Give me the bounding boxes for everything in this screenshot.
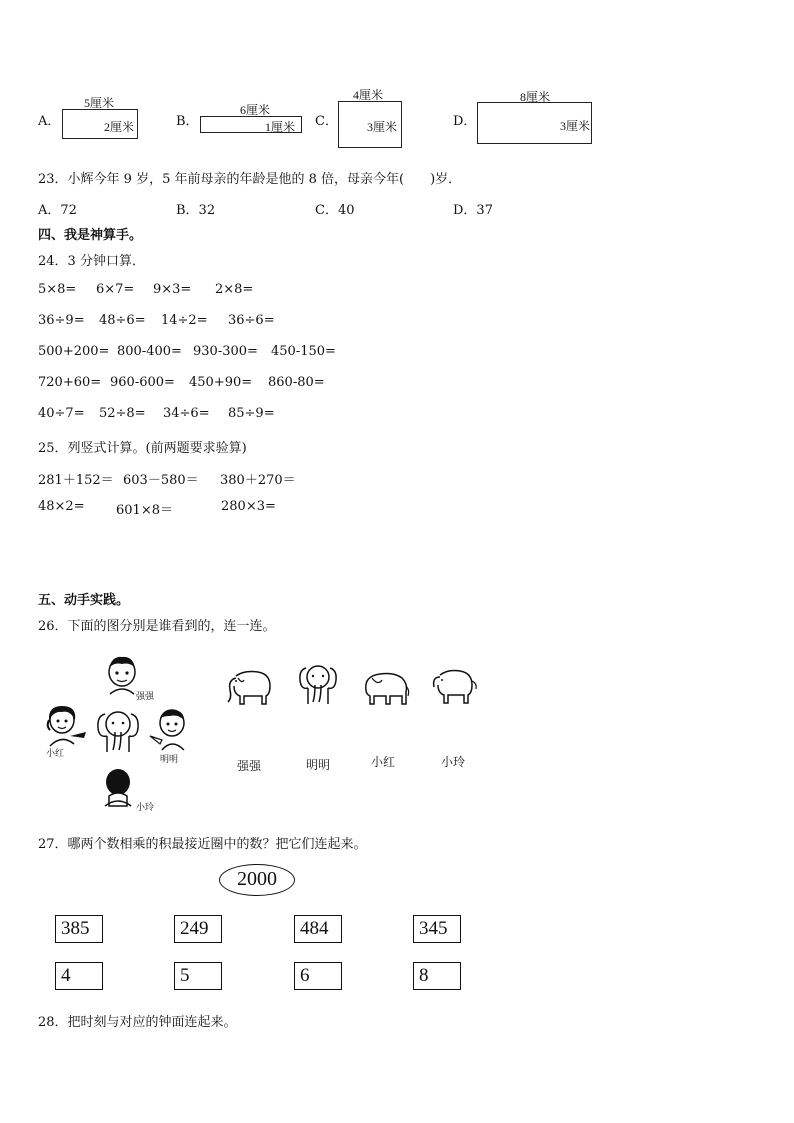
q24-item: 720+60= xyxy=(38,375,102,390)
caption-xiaoling: 小玲 xyxy=(441,755,466,769)
q24-item: 14÷2= xyxy=(161,313,208,328)
kid-label: 小红 xyxy=(46,749,65,759)
q24-item: 800-400= xyxy=(117,344,182,359)
q25-item: 380＋270＝ xyxy=(220,473,296,488)
q24-item: 36÷9= xyxy=(38,313,85,328)
q23-option-c: C．40 xyxy=(315,203,355,218)
q25-item: 601×8＝ xyxy=(116,503,173,518)
q23-option-a: A．72 xyxy=(38,203,77,218)
q24-item: 40÷7= xyxy=(38,406,85,421)
option-a-inner-label: 2厘米 xyxy=(104,120,135,134)
option-d-inner-label: 3厘米 xyxy=(560,119,591,133)
top-number-box[interactable]: 385 xyxy=(55,915,103,943)
q23-option-d: D．37 xyxy=(453,203,493,218)
caption-xiaohong: 小红 xyxy=(371,755,396,769)
option-c-top-label: 4厘米 xyxy=(353,88,384,102)
kid-xiaoling-icon xyxy=(101,766,135,810)
section-5-title: 五、动手实践。 xyxy=(38,593,130,608)
q24-item: 960-600= xyxy=(110,375,175,390)
bottom-number-box[interactable]: 5 xyxy=(174,962,222,990)
q23-question: 23．小辉今年 9 岁，5 年前母亲的年龄是他的 8 倍，母亲今年( )岁． xyxy=(38,172,462,187)
caption-mingming: 明明 xyxy=(306,758,331,772)
q27-title: 27．哪两个数相乘的积最接近圈中的数？把它们连起来。 xyxy=(38,837,367,852)
option-c-letter: C． xyxy=(315,114,338,129)
target-number: 2000 xyxy=(237,868,277,890)
q24-item: 36÷6= xyxy=(228,313,275,328)
option-c-inner-label: 3厘米 xyxy=(367,120,398,134)
q24-item: 9×3= xyxy=(153,282,192,297)
top-number-box[interactable]: 249 xyxy=(174,915,222,943)
q25-item: 48×2= xyxy=(38,499,85,514)
kid-label: 强强 xyxy=(136,692,155,702)
bottom-number-box[interactable]: 6 xyxy=(294,962,342,990)
elephant-back-view-icon xyxy=(360,670,410,706)
q24-item: 34÷6= xyxy=(163,406,210,421)
elephant-side-view-2-icon xyxy=(430,667,478,705)
option-b-inner-label: 1厘米 xyxy=(265,120,296,134)
elephant-front-view-icon xyxy=(297,662,339,706)
option-b-top-label: 6厘米 xyxy=(240,103,271,117)
q24-item: 450+90= xyxy=(189,375,253,390)
q24-item: 6×7= xyxy=(96,282,135,297)
option-b-letter: B． xyxy=(176,114,199,129)
q25-item: 280×3= xyxy=(221,499,276,514)
elephant-side-view-1-icon xyxy=(222,668,274,706)
q23-option-b: B．32 xyxy=(176,203,216,218)
q24-item: 5×8= xyxy=(38,282,77,297)
q28-title: 28．把时刻与对应的钟面连起来。 xyxy=(38,1015,237,1030)
elephant-front-icon xyxy=(95,708,141,754)
kid-label: 小玲 xyxy=(136,803,155,813)
top-number-box[interactable]: 345 xyxy=(413,915,461,943)
option-a-letter: A． xyxy=(38,114,61,129)
q24-item: 2×8= xyxy=(215,282,254,297)
q25-item: 603－580＝ xyxy=(123,473,199,488)
option-d-top-label: 8厘米 xyxy=(520,90,551,104)
q24-item: 930-300= xyxy=(193,344,258,359)
caption-qiangqiang: 强强 xyxy=(237,759,262,773)
q24-item: 52÷8= xyxy=(99,406,146,421)
q24-item: 500+200= xyxy=(38,344,110,359)
q25-title: 25．列竖式计算。(前两题要求验算) xyxy=(38,441,247,456)
top-number-box[interactable]: 484 xyxy=(294,915,342,943)
q24-item: 450-150= xyxy=(271,344,336,359)
target-number-oval xyxy=(219,864,295,896)
q24-title: 24．3 分钟口算． xyxy=(38,254,145,269)
q26-title: 26．下面的图分别是谁看到的，连一连。 xyxy=(38,619,276,634)
q24-item: 48÷6= xyxy=(99,313,146,328)
kid-label: 明明 xyxy=(160,755,179,765)
bottom-number-box[interactable]: 4 xyxy=(55,962,103,990)
q24-item: 860-80= xyxy=(268,375,325,390)
q25-item: 281＋152＝ xyxy=(38,473,114,488)
q24-item: 85÷9= xyxy=(228,406,275,421)
kid-xiaohong-icon xyxy=(44,704,88,748)
bottom-number-box[interactable]: 8 xyxy=(413,962,461,990)
section-4-title: 四、我是神算手。 xyxy=(38,228,143,243)
kid-mingming-icon xyxy=(148,706,190,752)
option-d-letter: D． xyxy=(453,114,477,129)
option-a-top-label: 5厘米 xyxy=(84,96,115,110)
